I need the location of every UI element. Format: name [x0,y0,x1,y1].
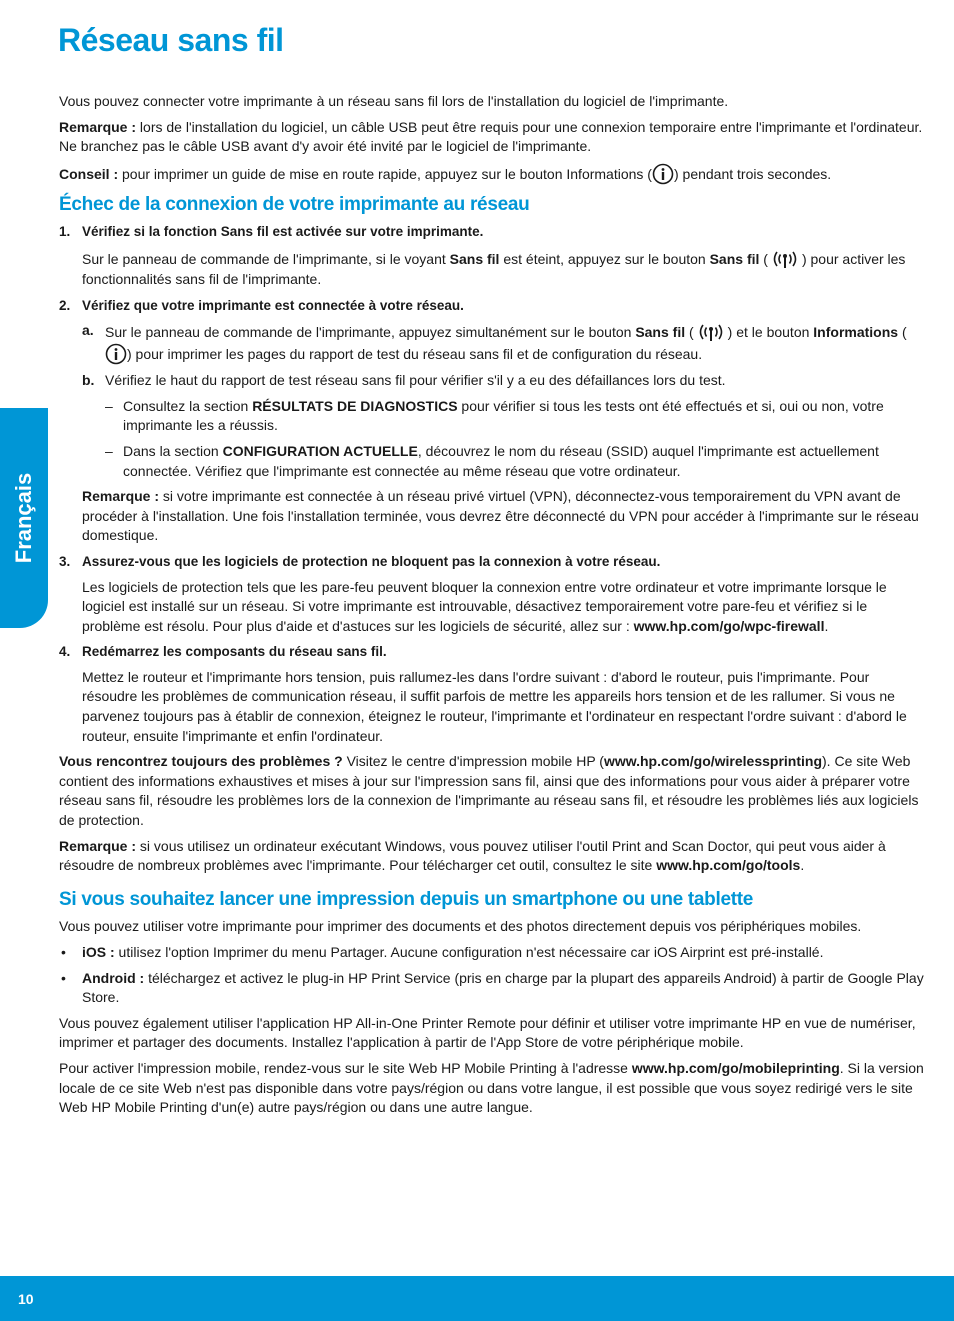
intro-remark: Remarque : lors de l'installation du logiciel, un câble USB peut être requis pour une connexion temporaire entre l'imprimante et l'ordinateur. Ne branchez pas le câble USB avant d'y avoir été invité par le logiciel de l'imprimante. [59,118,923,155]
bullet-ios: • iOS : utilisez l'option Imprimer du menu Partager. Aucune configuration n'est nécessaire car iOS Airprint est pré-installé. [61,944,824,960]
intro-paragraph: Vous pouvez connecter votre imprimante à un réseau sans fil lors de l'installation du logiciel de l'imprimante. [59,93,729,109]
wireless-icon [694,321,728,343]
firewall-link[interactable]: www.hp.com/go/wpc-firewall [633,617,825,634]
printer-remote-paragraph: Vous pouvez également utiliser l'application HP All-in-One Printer Remote pour définir et utiliser votre imprimante HP en vue de numériser, imprimer et partager des documents. Installez l'application à partir de l'App Store de votre périphérique mobile. [59,1014,916,1051]
page-footer-bar [0,1276,954,1321]
language-label: Français [11,472,36,564]
step-2b-dash-1: – Consultez la section RÉSULTATS DE DIAGNOSTICS pour vérifier si tous les tests ont été effectués et si, oui ou non, votre imprimante les a réussis. [105,397,884,434]
page-title: Réseau sans fil [58,22,284,58]
page-number: 10 [18,1291,34,1307]
section-heading-connection-failure: Échec de la connexion de votre imprimante au réseau [59,193,530,215]
problems-paragraph: Vous rencontrez toujours des problèmes ? Visitez le centre d'impression mobile HP (www.hp.com/go/wirelessprinting). Ce site Web contient des informations exhaustives et mises à jour sur l'impression sans fil, ainsi que des informations pour vous aider à préparer votre réseau sans fil, résoudre les problèmes lors de la connexion de l'imprimante au réseau sans fil, et résoudre les problèmes liés aux logiciels de protection. [59,753,919,829]
wirelessprinting-link[interactable]: www.hp.com/go/wirelessprinting [603,753,823,770]
step-3-title: 3. Assurez-vous que les logiciels de protection ne bloquent pas la connexion à votre réseau. [59,553,661,569]
step-4-text: Mettez le routeur et l'imprimante hors tension, puis rallumez-les dans l'ordre suivant : d'abord le routeur, puis l'imprimante. Pour résoudre les problèmes de communication réseau, il suffit parfois de mettre les appareils hors tension et de les rallumer. Si vous ne parvenez toujours pas à établir de connexion, éteignez le routeur, l'imprimante et l'ordinateur en respectant l'ordre suivant : d'abord le routeur, ensuite l'imprimante et enfin l'ordinateur. [82,668,907,744]
mobileprinting-link[interactable]: www.hp.com/go/mobileprinting [631,1059,840,1076]
info-icon [652,163,674,185]
step-2b: b. Vérifiez le haut du rapport de test réseau sans fil pour vérifier s'il y a eu des défaillances lors du test. [82,372,726,389]
info-icon [105,343,127,365]
main-content [59,92,925,1124]
mobile-printing-paragraph: Pour activer l'impression mobile, rendez-vous sur le site Web HP Mobile Printing à l'adresse www.hp.com/go/mobileprinting. Si la version locale de ce site Web n'est pas disponible dans votre pays/région ou dans votre langue, il est possible que vous soyez redirigé vers le site Web HP Mobile Printing d'un(e) autre pays/région ou dans une autre langue. [59,1059,924,1116]
step-1-text: Sur le panneau de commande de l'imprimante, si le voyant Sans fil est éteint, appuyez sur le bouton Sans fil ( ) pour activer les fonctionnalités sans fil de l'imprimante. [82,248,925,290]
section-heading-mobile-printing: Si vous souhaitez lancer une impression depuis un smartphone ou une tablette [59,888,754,910]
mobile-intro: Vous pouvez utiliser votre imprimante pour imprimer des documents et des photos directement depuis vos périphériques mobiles. [59,918,862,935]
step-1-title: 1. Vérifiez si la fonction Sans fil est activée sur votre imprimante. [59,224,484,240]
wireless-icon [768,248,802,270]
step-3-text: Les logiciels de protection tels que les pare-feu peuvent bloquer la connexion entre votre ordinateur et votre imprimante lorsque le logiciel est installé sur un réseau. Si votre imprimante est introuvable, désactivez temporairement votre pare-feu et vérifiez si le problème est résolu. Pour plus d'aide et d'astuces sur les logiciels de sécurité, allez sur : www.hp.com/go/wpc-firewall. [82,578,887,634]
step-2-title: 2. Vérifiez que votre imprimante est connectée à votre réseau. [59,297,464,313]
language-side-tab [0,408,48,628]
step-4-title: 4. Redémarrez les composants du réseau sans fil. [59,644,387,660]
tools-link[interactable]: www.hp.com/go/tools [656,857,801,874]
step-2b-dash-2: – Dans la section CONFIGURATION ACTUELLE, découvrez le nom du réseau (SSID) auquel l'imprimante est actuellement connectée. Vérifiez que l'imprimante est connectée au même réseau que votre ordinateur. [105,442,879,479]
step-2-remark: Remarque : si votre imprimante est connectée à un réseau privé virtuel (VPN), déconnectez-vous temporairement du VPN avant de procéder à l'installation. Une fois l'installation terminée, vous devrez être déconnecté du VPN pour accéder à l'imprimante sur le réseau domestique. [82,488,919,544]
intro-tip: Conseil : pour imprimer un guide de mise en route rapide, appuyez sur le bouton Informations ( ) pendant trois secondes. [59,163,925,185]
step-2a: a. Sur le panneau de commande de l'imprimante, appuyez simultanément sur le bouton Sans fil ( ) et le bouton Informations () pour imprimer les pages du rapport de test du réseau sans fil et de configuration du réseau. [82,321,925,365]
tools-remark: Remarque : si vous utilisez un ordinateur exécutant Windows, vous pouvez utiliser l'outil Print and Scan Doctor, qui peut vous aider à résoudre de nombreux problèmes avec l'imprimante. Pour télécharger cet outil, consultez le site www.hp.com/go/tools. [59,837,886,874]
bullet-android: • Android : téléchargez et activez le plug-in HP Print Service (pris en charge par la plupart des appareils Android) à partir de Google Play Store. [61,969,924,1006]
